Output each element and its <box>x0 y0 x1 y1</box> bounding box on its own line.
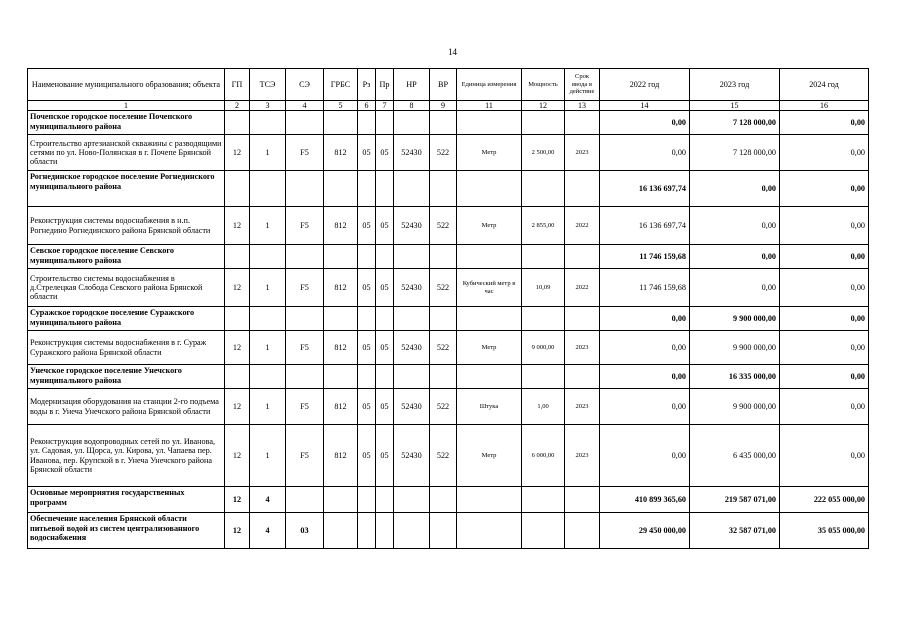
row-name: Суражское городское поселение Суражского муниципального района <box>28 307 225 331</box>
row-gp: 12 <box>225 135 250 171</box>
row-pr: 05 <box>376 135 394 171</box>
row-grbs: 812 <box>324 269 358 307</box>
row-name: Строительство артезианской скважины с разводящими сетями по ул. Ново-Полянская в г. Почепе Брянской области <box>28 135 225 171</box>
row-value-2024: 222 055 000,00 <box>780 487 869 513</box>
header-2024: 2024 год <box>780 69 869 101</box>
col-index: 6 <box>358 101 376 111</box>
row-tse <box>250 365 286 389</box>
row-vr: 522 <box>430 331 457 365</box>
section-row <box>28 245 869 269</box>
header-2022: 2022 год <box>600 69 690 101</box>
row-rz: 05 <box>358 389 376 425</box>
row-name: Реконструкция водопроводных сетей по ул. Иванова, ул. Садовая, ул. Щорса, ул. Кирова, ул. Чапаева пер. Иванова, пер. Крупской в г. Унеча Унечского района Брянской области <box>28 425 225 487</box>
col-index: 15 <box>690 101 780 111</box>
row-gp <box>225 171 250 207</box>
row-unit: Кубический метр в час <box>457 269 522 307</box>
row-tse: 1 <box>250 389 286 425</box>
row-year <box>565 245 600 269</box>
row-tse <box>250 245 286 269</box>
program-table <box>27 68 869 549</box>
row-pr: 05 <box>376 389 394 425</box>
table-row <box>28 331 869 365</box>
row-se <box>286 487 324 513</box>
row-name: Модернизация оборудования на станции 2-го подъема воды в г. Унеча Унечского района Брянской области <box>28 389 225 425</box>
row-pr <box>376 487 394 513</box>
row-tse: 1 <box>250 135 286 171</box>
section-row <box>28 365 869 389</box>
row-value-2024: 0,00 <box>780 135 869 171</box>
row-vr: 522 <box>430 425 457 487</box>
row-nr: 52430 <box>394 135 430 171</box>
row-pr <box>376 365 394 389</box>
row-value-2022: 16 136 697,74 <box>600 207 690 245</box>
row-name: Обеспечение населения Брянской области питьевой водой из систем централизованного водоснабжения <box>28 513 225 549</box>
row-tse: 4 <box>250 513 286 549</box>
row-nr <box>394 111 430 135</box>
row-tse: 1 <box>250 425 286 487</box>
col-index: 5 <box>324 101 358 111</box>
row-value-2022: 0,00 <box>600 111 690 135</box>
row-power <box>522 245 565 269</box>
row-year: 2022 <box>565 269 600 307</box>
row-grbs: 812 <box>324 207 358 245</box>
header-name: Наименование муниципального образования; объекта <box>28 69 225 101</box>
row-tse <box>250 307 286 331</box>
row-vr: 522 <box>430 389 457 425</box>
row-gp: 12 <box>225 389 250 425</box>
col-index: 1 <box>28 101 225 111</box>
row-gp <box>225 365 250 389</box>
row-value-2022: 16 136 697,74 <box>600 171 690 207</box>
row-nr <box>394 307 430 331</box>
row-nr: 52430 <box>394 331 430 365</box>
row-grbs <box>324 307 358 331</box>
row-grbs <box>324 171 358 207</box>
row-unit <box>457 245 522 269</box>
row-value-2023: 6 435 000,00 <box>690 425 780 487</box>
col-index: 7 <box>376 101 394 111</box>
row-year <box>565 111 600 135</box>
row-grbs: 812 <box>324 135 358 171</box>
row-unit: Метр <box>457 135 522 171</box>
row-pr <box>376 111 394 135</box>
row-vr: 522 <box>430 207 457 245</box>
row-value-2024: 0,00 <box>780 171 869 207</box>
col-index: 9 <box>430 101 457 111</box>
col-index: 4 <box>286 101 324 111</box>
row-year: 2023 <box>565 331 600 365</box>
row-value-2023: 9 900 000,00 <box>690 389 780 425</box>
row-year <box>565 487 600 513</box>
row-value-2024: 0,00 <box>780 245 869 269</box>
row-value-2023: 0,00 <box>690 171 780 207</box>
row-gp: 12 <box>225 331 250 365</box>
row-power <box>522 171 565 207</box>
row-value-2023: 0,00 <box>690 207 780 245</box>
row-nr <box>394 171 430 207</box>
row-value-2022: 11 746 159,68 <box>600 245 690 269</box>
header-power: Мощность <box>522 69 565 101</box>
row-unit <box>457 307 522 331</box>
col-index: 16 <box>780 101 869 111</box>
row-rz: 05 <box>358 425 376 487</box>
row-gp <box>225 111 250 135</box>
row-value-2023: 7 128 000,00 <box>690 111 780 135</box>
row-value-2022: 0,00 <box>600 135 690 171</box>
row-power: 1,00 <box>522 389 565 425</box>
section-row <box>28 111 869 135</box>
row-grbs <box>324 365 358 389</box>
row-se <box>286 111 324 135</box>
row-tse: 1 <box>250 269 286 307</box>
header-row <box>28 69 869 101</box>
row-se <box>286 307 324 331</box>
row-pr: 05 <box>376 269 394 307</box>
row-pr: 05 <box>376 425 394 487</box>
row-rz <box>358 171 376 207</box>
col-index: 13 <box>565 101 600 111</box>
row-unit: Метр <box>457 425 522 487</box>
row-grbs <box>324 245 358 269</box>
column-index-row <box>28 101 869 111</box>
row-year <box>565 365 600 389</box>
row-nr: 52430 <box>394 207 430 245</box>
row-name: Севское городское поселение Севского муниципального района <box>28 245 225 269</box>
header-2023: 2023 год <box>690 69 780 101</box>
row-name: Основные мероприятия государственных программ <box>28 487 225 513</box>
row-nr <box>394 487 430 513</box>
row-rz <box>358 111 376 135</box>
row-gp: 12 <box>225 425 250 487</box>
row-grbs <box>324 513 358 549</box>
row-rz: 05 <box>358 207 376 245</box>
row-pr <box>376 171 394 207</box>
row-value-2023: 9 900 000,00 <box>690 307 780 331</box>
col-index: 8 <box>394 101 430 111</box>
row-unit: Метр <box>457 207 522 245</box>
row-value-2023: 9 900 000,00 <box>690 331 780 365</box>
table-row <box>28 207 869 245</box>
row-power: 9 000,00 <box>522 331 565 365</box>
row-name: Реконструкция системы водоснабжения в н.п. Рогнедино Рогнединского района Брянской области <box>28 207 225 245</box>
row-rz: 05 <box>358 135 376 171</box>
row-pr: 05 <box>376 331 394 365</box>
row-grbs <box>324 111 358 135</box>
row-unit: Метр <box>457 331 522 365</box>
row-gp <box>225 307 250 331</box>
row-value-2023: 7 128 000,00 <box>690 135 780 171</box>
col-index: 12 <box>522 101 565 111</box>
table-row <box>28 135 869 171</box>
row-name: Рогнединское городское поселение Рогнединского муниципального района <box>28 171 225 207</box>
row-vr <box>430 487 457 513</box>
row-tse: 4 <box>250 487 286 513</box>
row-se: F5 <box>286 135 324 171</box>
row-value-2024: 0,00 <box>780 269 869 307</box>
row-pr <box>376 513 394 549</box>
row-value-2022: 0,00 <box>600 365 690 389</box>
row-nr <box>394 245 430 269</box>
row-se: F5 <box>286 389 324 425</box>
row-pr: 05 <box>376 207 394 245</box>
row-power <box>522 513 565 549</box>
row-se <box>286 245 324 269</box>
row-value-2023: 0,00 <box>690 245 780 269</box>
section-row <box>28 307 869 331</box>
row-year <box>565 307 600 331</box>
row-value-2024: 0,00 <box>780 331 869 365</box>
row-nr <box>394 513 430 549</box>
row-value-2022: 0,00 <box>600 389 690 425</box>
row-power <box>522 307 565 331</box>
row-tse: 1 <box>250 331 286 365</box>
row-nr: 52430 <box>394 425 430 487</box>
row-se: 03 <box>286 513 324 549</box>
header-grbs: ГРБС <box>324 69 358 101</box>
row-value-2022: 29 450 000,00 <box>600 513 690 549</box>
row-tse <box>250 171 286 207</box>
row-name: Почепское городское поселение Почепского муниципального района <box>28 111 225 135</box>
row-value-2023: 16 335 000,00 <box>690 365 780 389</box>
row-grbs: 812 <box>324 331 358 365</box>
row-rz <box>358 245 376 269</box>
row-power: 6 000,00 <box>522 425 565 487</box>
row-gp: 12 <box>225 487 250 513</box>
row-unit: Штука <box>457 389 522 425</box>
row-value-2024: 0,00 <box>780 111 869 135</box>
row-value-2024: 0,00 <box>780 365 869 389</box>
row-power: 10,09 <box>522 269 565 307</box>
row-name: Унечское городское поселение Унечского муниципального района <box>28 365 225 389</box>
col-index: 11 <box>457 101 522 111</box>
row-rz <box>358 487 376 513</box>
row-se: F5 <box>286 331 324 365</box>
header-tse: ТСЭ <box>250 69 286 101</box>
section-row <box>28 513 869 549</box>
row-unit <box>457 171 522 207</box>
row-tse: 1 <box>250 207 286 245</box>
row-grbs: 812 <box>324 425 358 487</box>
col-index: 2 <box>225 101 250 111</box>
row-power <box>522 111 565 135</box>
row-unit <box>457 365 522 389</box>
row-vr <box>430 171 457 207</box>
table-body <box>28 111 869 549</box>
row-gp: 12 <box>225 269 250 307</box>
row-value-2022: 11 746 159,68 <box>600 269 690 307</box>
row-year: 2023 <box>565 389 600 425</box>
row-nr: 52430 <box>394 269 430 307</box>
row-year <box>565 171 600 207</box>
row-gp: 12 <box>225 207 250 245</box>
row-year: 2023 <box>565 135 600 171</box>
row-pr <box>376 307 394 331</box>
row-value-2022: 0,00 <box>600 307 690 331</box>
row-rz <box>358 365 376 389</box>
row-year: 2022 <box>565 207 600 245</box>
row-value-2022: 0,00 <box>600 425 690 487</box>
table-row <box>28 389 869 425</box>
row-se: F5 <box>286 425 324 487</box>
row-se <box>286 171 324 207</box>
row-unit <box>457 487 522 513</box>
row-nr <box>394 365 430 389</box>
row-unit <box>457 111 522 135</box>
row-vr <box>430 513 457 549</box>
row-grbs <box>324 487 358 513</box>
row-year <box>565 513 600 549</box>
row-name: Реконструкция системы водоснабжения в г. Сураж Суражского района Брянской области <box>28 331 225 365</box>
row-value-2024: 0,00 <box>780 389 869 425</box>
table-row <box>28 425 869 487</box>
row-vr: 522 <box>430 269 457 307</box>
row-se: F5 <box>286 269 324 307</box>
row-grbs: 812 <box>324 389 358 425</box>
row-se: F5 <box>286 207 324 245</box>
col-index: 3 <box>250 101 286 111</box>
row-name: Строительство системы водоснабжения в д.Стрелецкая Слобода Севского района Брянской области <box>28 269 225 307</box>
row-value-2023: 0,00 <box>690 269 780 307</box>
row-value-2022: 0,00 <box>600 331 690 365</box>
table-row <box>28 269 869 307</box>
section-row <box>28 487 869 513</box>
row-power: 2 855,00 <box>522 207 565 245</box>
row-value-2022: 410 899 365,60 <box>600 487 690 513</box>
row-year: 2023 <box>565 425 600 487</box>
row-se <box>286 365 324 389</box>
row-rz <box>358 513 376 549</box>
page-number: 14 <box>448 47 457 57</box>
row-vr <box>430 365 457 389</box>
header-nr: НР <box>394 69 430 101</box>
row-value-2024: 35 055 000,00 <box>780 513 869 549</box>
header-gp: ГП <box>225 69 250 101</box>
header-vr: ВР <box>430 69 457 101</box>
row-nr: 52430 <box>394 389 430 425</box>
row-value-2024: 0,00 <box>780 425 869 487</box>
header-unit: Единица измерения <box>457 69 522 101</box>
row-value-2023: 219 587 071,00 <box>690 487 780 513</box>
header-se: СЭ <box>286 69 324 101</box>
row-vr <box>430 245 457 269</box>
header-pr: Пр <box>376 69 394 101</box>
row-power: 2 500,00 <box>522 135 565 171</box>
row-value-2024: 0,00 <box>780 307 869 331</box>
row-unit <box>457 513 522 549</box>
row-power <box>522 365 565 389</box>
row-gp: 12 <box>225 513 250 549</box>
row-value-2024: 0,00 <box>780 207 869 245</box>
col-index: 14 <box>600 101 690 111</box>
section-row <box>28 171 869 207</box>
row-vr <box>430 111 457 135</box>
row-tse <box>250 111 286 135</box>
row-rz <box>358 307 376 331</box>
row-vr: 522 <box>430 135 457 171</box>
row-vr <box>430 307 457 331</box>
row-rz: 05 <box>358 269 376 307</box>
row-pr <box>376 245 394 269</box>
row-rz: 05 <box>358 331 376 365</box>
row-power <box>522 487 565 513</box>
header-rz: Рз <box>358 69 376 101</box>
header-year: Срок ввода в действие <box>565 69 600 101</box>
row-value-2023: 32 587 071,00 <box>690 513 780 549</box>
row-gp <box>225 245 250 269</box>
